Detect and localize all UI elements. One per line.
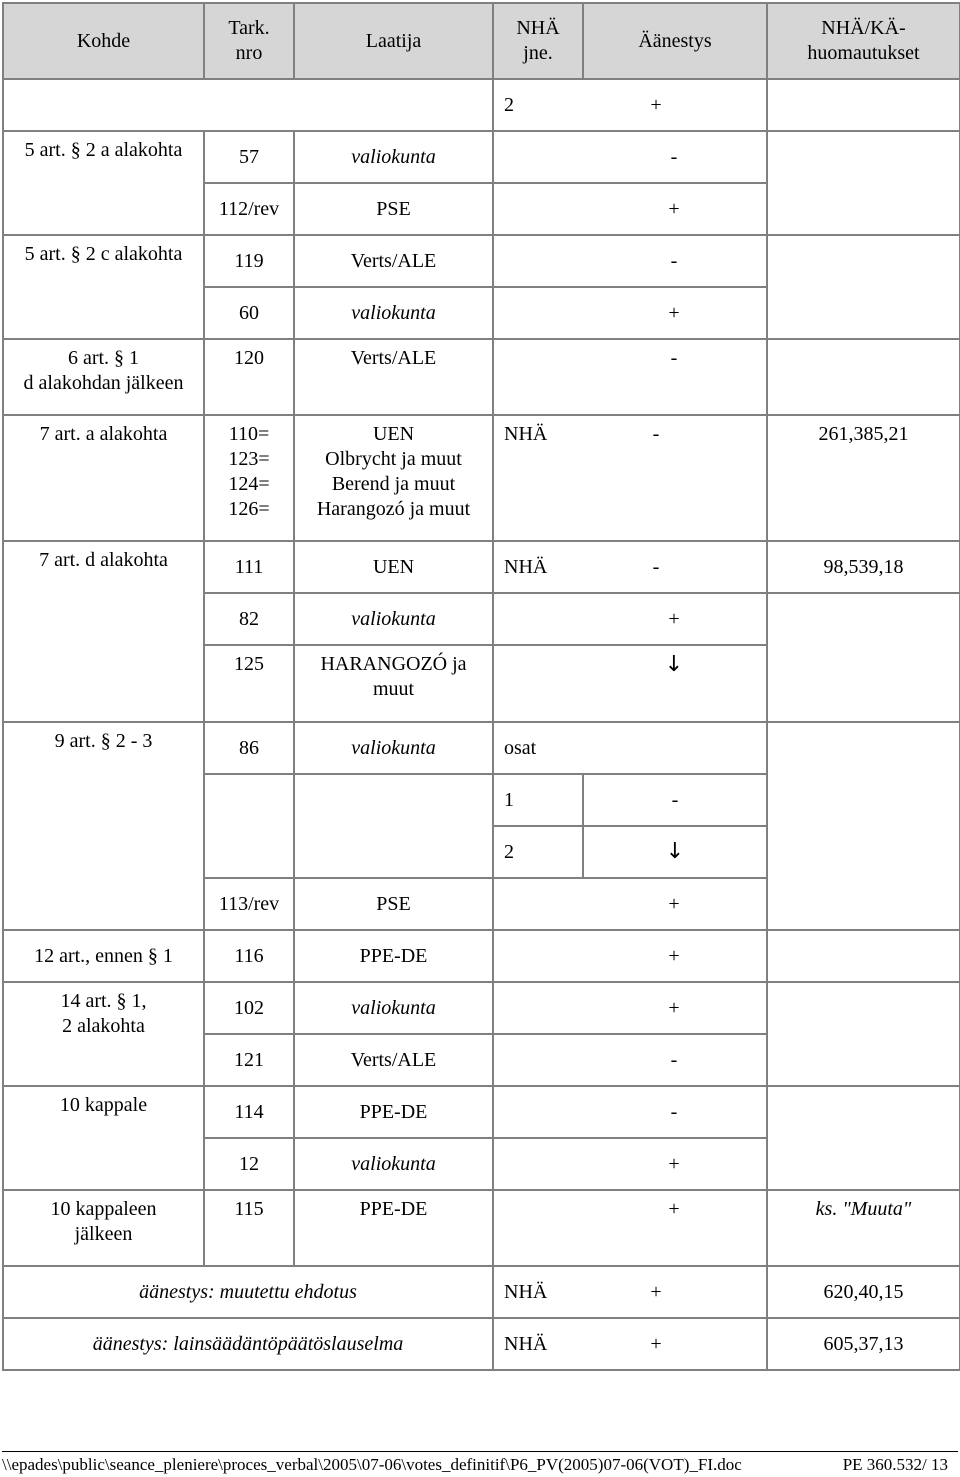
cell-nha-vote	[493, 415, 767, 541]
cell-laatija: Verts/ALE	[294, 1034, 493, 1086]
cell-vote: -	[583, 774, 767, 826]
cell-nha-vote	[493, 541, 767, 593]
table-row	[3, 235, 960, 287]
cell-huom: ks. "Muuta"	[767, 1190, 960, 1266]
cell-huom	[767, 131, 960, 235]
cell-vote: +	[650, 1280, 662, 1303]
cell-huom: 620,40,15	[767, 1266, 960, 1318]
cell-vote: -	[493, 131, 767, 183]
cell-nha: NHÄ	[504, 1332, 548, 1355]
header-nha-jne: NHÄ jne.	[493, 3, 583, 79]
vote-summary-label: äänestys: lainsäädäntöpäätöslauselma	[3, 1318, 493, 1370]
footer-page-ref: PE 360.532/ 13	[842, 1455, 948, 1474]
table-row	[3, 1318, 960, 1370]
cell-kohde: 14 art. § 1, 2 alakohta	[3, 982, 204, 1086]
cell-kohde: 9 art. § 2 - 3	[3, 722, 204, 930]
cell-nha: NHÄ	[504, 423, 548, 445]
cell-kohde: 10 kappaleen jälkeen	[3, 1190, 204, 1266]
cell-laatija: UEN	[294, 541, 493, 593]
cell-vote: +	[493, 593, 767, 645]
cell-nha-vote	[493, 1266, 767, 1318]
cell-laatija: PSE	[294, 878, 493, 930]
cell-vote: -	[493, 339, 767, 415]
cell-laatija: valiokunta	[294, 1138, 493, 1190]
table-row	[3, 930, 960, 982]
votes-table	[2, 2, 960, 1371]
cell-nro: 114	[204, 1086, 294, 1138]
cell-laatija: valiokunta	[294, 722, 493, 774]
cell-nha: NHÄ	[504, 555, 548, 578]
table-row	[3, 415, 960, 541]
cell-laatija: valiokunta	[294, 982, 493, 1034]
cell-vote: +	[650, 1332, 662, 1355]
cell-huom: 605,37,13	[767, 1318, 960, 1370]
cell-vote: +	[493, 1190, 767, 1266]
cell-nro: 119	[204, 235, 294, 287]
cell-laatija: HARANGOZÓ ja muut	[294, 645, 493, 722]
cell-nha: NHÄ	[504, 1280, 548, 1303]
cell-laatija: valiokunta	[294, 287, 493, 339]
vote-summary-label: äänestys: muutettu ehdotus	[3, 1266, 493, 1318]
cell-kohde: 6 art. § 1 d alakohdan jälkeen	[3, 339, 204, 415]
cell-nro: 12	[204, 1138, 294, 1190]
cell-huom	[767, 1086, 960, 1190]
table-row	[3, 339, 960, 415]
cell-nro: 111	[204, 541, 294, 593]
cell-vote: -	[652, 423, 660, 445]
cell-vote: -	[493, 235, 767, 287]
cell-laatija	[294, 774, 493, 878]
cell-laatija: PPE-DE	[294, 1190, 493, 1266]
cell-huom	[767, 722, 960, 930]
cell-kohde: 7 art. a alakohta	[3, 415, 204, 541]
cell-huom: 98,539,18	[767, 541, 960, 593]
cell-vote: +	[493, 183, 767, 235]
footer-divider	[2, 1451, 958, 1452]
cell-nro: 86	[204, 722, 294, 774]
header-row	[3, 3, 960, 79]
cell-vote: +	[493, 878, 767, 930]
cell-huom	[767, 982, 960, 1086]
table-row	[3, 79, 960, 131]
cell-nro: 110= 123= 124= 126=	[204, 415, 294, 541]
cell-nha: 2	[493, 826, 583, 878]
cell-nro: 120	[204, 339, 294, 415]
cell-nha: 2	[504, 93, 514, 116]
cell-vote: -	[493, 1034, 767, 1086]
cell-vote	[583, 826, 767, 878]
cell-laatija: UEN Olbrycht ja muut Berend ja muut Harangozó ja muut	[294, 415, 493, 541]
cell-nro: 121	[204, 1034, 294, 1086]
cell-vote: +	[650, 93, 662, 116]
cell-empty	[3, 79, 493, 131]
cell-laatija: PSE	[294, 183, 493, 235]
table-row	[3, 1086, 960, 1138]
page-footer	[0, 1455, 960, 1477]
header-aanestys: Äänestys	[583, 3, 767, 79]
cell-laatija: PPE-DE	[294, 930, 493, 982]
cell-huom	[767, 339, 960, 415]
cell-huom: 261,385,21	[767, 415, 960, 541]
cell-nro: 113/rev	[204, 878, 294, 930]
cell-nha: osat	[493, 722, 767, 774]
cell-kohde: 7 art. d alakohta	[3, 541, 204, 722]
cell-vote: +	[493, 1138, 767, 1190]
table-row	[3, 1266, 960, 1318]
cell-vote	[493, 645, 767, 722]
cell-laatija: valiokunta	[294, 593, 493, 645]
table-row	[3, 541, 960, 593]
cell-vote: +	[493, 982, 767, 1034]
footer-file-path: \\epades\public\seance_pleniere\proces_verbal\2005\07-06\votes_definitif\P6_PV(2005)07-06(VOT)_FI.doc	[2, 1455, 742, 1474]
cell-laatija: PPE-DE	[294, 1086, 493, 1138]
cell-nro: 112/rev	[204, 183, 294, 235]
cell-laatija: Verts/ALE	[294, 235, 493, 287]
cell-laatija: Verts/ALE	[294, 339, 493, 415]
cell-nro: 57	[204, 131, 294, 183]
header-kohde: Kohde	[3, 3, 204, 79]
cell-huom	[767, 79, 960, 131]
cell-laatija: valiokunta	[294, 131, 493, 183]
cell-nro	[204, 774, 294, 878]
cell-vote: +	[493, 287, 767, 339]
cell-huom	[767, 593, 960, 722]
cell-nro: 82	[204, 593, 294, 645]
table-row	[3, 722, 960, 774]
arrow-down-icon: ↓	[664, 652, 684, 677]
cell-nha-vote	[493, 1318, 767, 1370]
cell-kohde: 5 art. § 2 c alakohta	[3, 235, 204, 339]
cell-kohde: 10 kappale	[3, 1086, 204, 1190]
table-row	[3, 131, 960, 183]
header-laatija: Laatija	[294, 3, 493, 79]
cell-nro: 115	[204, 1190, 294, 1266]
cell-nro: 60	[204, 287, 294, 339]
cell-vote: -	[652, 555, 660, 578]
header-tark-nro: Tark. nro	[204, 3, 294, 79]
cell-kohde: 12 art., ennen § 1	[3, 930, 204, 982]
cell-huom	[767, 235, 960, 339]
cell-huom	[767, 930, 960, 982]
table-row	[3, 982, 960, 1034]
cell-vote: +	[493, 930, 767, 982]
cell-nro: 125	[204, 645, 294, 722]
cell-kohde: 5 art. § 2 a alakohta	[3, 131, 204, 235]
cell-nro: 102	[204, 982, 294, 1034]
cell-nha: 1	[493, 774, 583, 826]
table-row	[3, 1190, 960, 1266]
cell-nha-vote	[493, 79, 767, 131]
arrow-down-icon: ↓	[665, 839, 685, 864]
cell-nro: 116	[204, 930, 294, 982]
header-huomautukset: NHÄ/KÄ- huomautukset	[767, 3, 960, 79]
cell-vote: -	[493, 1086, 767, 1138]
